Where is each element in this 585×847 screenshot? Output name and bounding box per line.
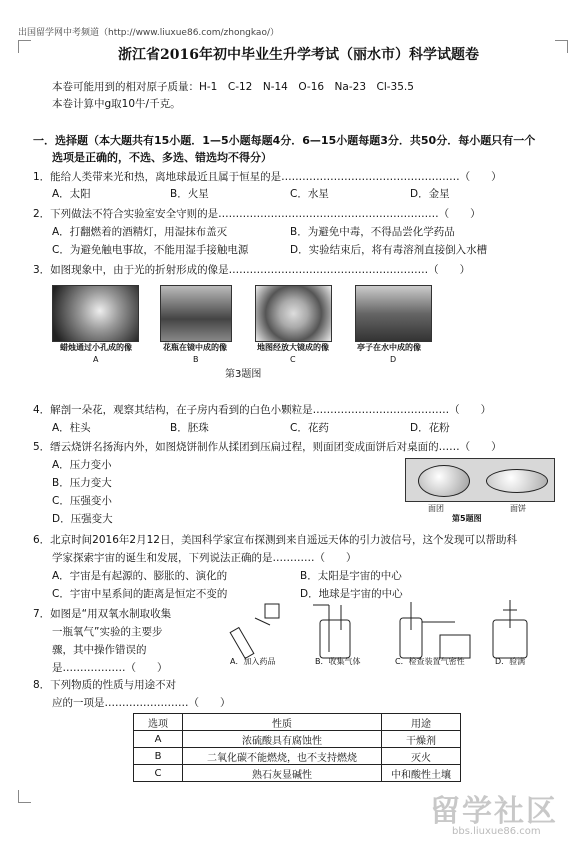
crop-mark-top-left (18, 40, 31, 53)
q3-caption-b: 花瓶在镜中成的像 (163, 343, 227, 352)
table-cell: 中和酸性土壤 (382, 765, 461, 782)
q4-option-d: D．花粉 (410, 422, 450, 434)
q4-option-b: B．胚珠 (170, 422, 209, 434)
table-cell: B (134, 748, 183, 765)
q3-image-magnifier (255, 285, 332, 342)
q3-image-pavilion (355, 285, 432, 342)
q1-option-d: D．金星 (410, 188, 450, 200)
watermark-logo: 留学社区 (430, 794, 558, 829)
q7-stem-line4: 是………………（ ） (52, 662, 168, 674)
q7-image-collect-gas (313, 605, 350, 658)
q3-label-c: C (290, 355, 296, 364)
q7-caption-a: A．加入药品 (230, 657, 276, 666)
q2-option-c: C．为避免触电事故，不能用湿手接触电源 (52, 244, 249, 256)
q1-option-b: B．火星 (170, 188, 209, 200)
q3-stem: 3．如图现象中，由于光的折射形成的像是…………………………………………………（ ） (33, 264, 471, 276)
q5-label-cake: 面饼 (510, 504, 526, 513)
note-atomic-masses: 本卷可能用到的相对原子质量：H-1 C-12 N-14 O-16 Na-23 Cl-35.5 (52, 81, 414, 93)
q3-label-a: A (93, 355, 99, 364)
section-heading-cont: 选项是正确的，不选、多选、错选均不得分） (52, 151, 272, 164)
q3-label-d: D (390, 355, 397, 364)
table-cell: 浓硫酸具有腐蚀性 (183, 731, 382, 748)
table-cell: 灭火 (382, 748, 461, 765)
q4-option-a: A．柱头 (52, 422, 91, 434)
q2-option-d: D．实验结束后，将有毒溶剂直接倒入水槽 (290, 244, 488, 256)
dough-ball-image (418, 465, 470, 497)
q7-caption-d: D．验满 (495, 657, 526, 666)
q3-figure-caption: 第3题图 (225, 369, 262, 380)
table-cell: C (134, 765, 183, 782)
q5-option-a: A．压力变小 (52, 459, 112, 471)
source-line: 出国留学网中考频道（http://www.liuxue86.com/zhongkao/） (18, 28, 279, 38)
table-cell: A (134, 731, 183, 748)
q1-option-a: A．太阳 (52, 188, 91, 200)
note-gravity: 本卷计算中g取10牛/千克。 (52, 98, 181, 110)
q7-image-add-reagent (230, 604, 279, 658)
q8-stem-line2: 应的一项是……………………（ ） (52, 697, 231, 709)
q7-caption-b: B．收集气体 (315, 657, 361, 666)
table-cell: 熟石灰显碱性 (183, 765, 382, 782)
q3-image-candle (52, 285, 139, 342)
q3-label-b: B (193, 355, 199, 364)
q2-option-b: B．为避免中毒，不得品尝化学药品 (290, 226, 455, 238)
q2-option-a: A．打翻燃着的酒精灯，用湿抹布盖灭 (52, 226, 228, 238)
flat-cake-image (486, 469, 548, 493)
q5-option-d: D．压强变大 (52, 513, 113, 525)
q7-caption-c: C．检查装置气密性 (395, 657, 465, 666)
q3-caption-c: 地图经放大镜成的像 (257, 343, 329, 352)
watermark-url: bbs.liuxue86.com (452, 826, 541, 837)
q7-stem-line2: 一瓶氧气”实验的主要步 (52, 626, 163, 638)
q7-image-check-airtight (400, 602, 470, 658)
q4-stem: 4．解剖一朵花，观察其结构，在子房内看到的白色小颗粒是…………………………………（ ） (33, 404, 492, 416)
q5-figure-caption: 第5题图 (452, 514, 482, 523)
table-row (134, 765, 461, 782)
q7-stem-line1: 7．如图是“用双氧水制取收集 (33, 608, 172, 620)
table-cell: 干燥剂 (382, 731, 461, 748)
table-row (134, 748, 461, 765)
table-cell: 二氧化碳不能燃烧，也不支持燃烧 (183, 748, 382, 765)
q5-figure (405, 458, 555, 502)
section-heading: 一．选择题（本大题共有15小题．1—5小题每题4分．6—15小题每题3分．共50分．每小题只有一个 (33, 134, 536, 147)
page-title: 浙江省2016年初中毕业生升学考试（丽水市）科学试题卷 (118, 47, 479, 63)
q6-option-d: D．地球是宇宙的中心 (300, 588, 403, 600)
q1-option-c: C．水星 (290, 188, 329, 200)
q5-option-b: B．压力变大 (52, 477, 112, 489)
q8-table (133, 713, 461, 782)
q3-caption-a: 蜡烛通过小孔成的像 (60, 343, 132, 352)
q5-label-dough: 面团 (428, 504, 444, 513)
q7-image-check-full (493, 600, 527, 658)
q5-option-c: C．压强变小 (52, 495, 112, 507)
table-header-row (134, 714, 461, 731)
crop-mark-top-right (555, 40, 568, 53)
q7-stem-line3: 骤，其中操作错误的 (52, 644, 147, 656)
q3-caption-d: 亭子在水中成的像 (357, 343, 421, 352)
q6-option-b: B．太阳是宇宙的中心 (300, 570, 402, 582)
q3-image-vase-mirror (160, 285, 232, 342)
q5-stem: 5．缙云烧饼名扬海内外，如图烧饼制作从揉团到压扁过程，则面团变成面饼后对桌面的……（ ） (33, 441, 502, 453)
q2-stem: 2．下列做法不符合实验室安全守则的是………………………………………………………（ ） (33, 208, 481, 220)
q1-stem: 1．能给人类带来光和热，离地球最近且属于恒星的是……………………………………………（ ） (33, 171, 502, 183)
crop-mark-bottom-left (18, 790, 31, 803)
table-row (134, 731, 461, 748)
q4-option-c: C．花药 (290, 422, 329, 434)
q6-stem-line2: 学家探索宇宙的诞生和发展，下列说法正确的是…………（ ） (52, 552, 357, 564)
table-header-cell: 性质 (183, 714, 382, 731)
table-header-cell: 选项 (134, 714, 183, 731)
q6-option-a: A．宇宙是有起源的、膨胀的、演化的 (52, 570, 228, 582)
q6-stem-line1: 6．北京时间2016年2月12日，美国科学家宣布探测到来自遥远天体的引力波信号，这个发现可以帮助科 (33, 534, 517, 546)
q6-option-c: C．宇宙中星系间的距离是恒定不变的 (52, 588, 228, 600)
table-header-cell: 用途 (382, 714, 461, 731)
q8-stem-line1: 8．下列物质的性质与用途不对 (33, 679, 177, 691)
